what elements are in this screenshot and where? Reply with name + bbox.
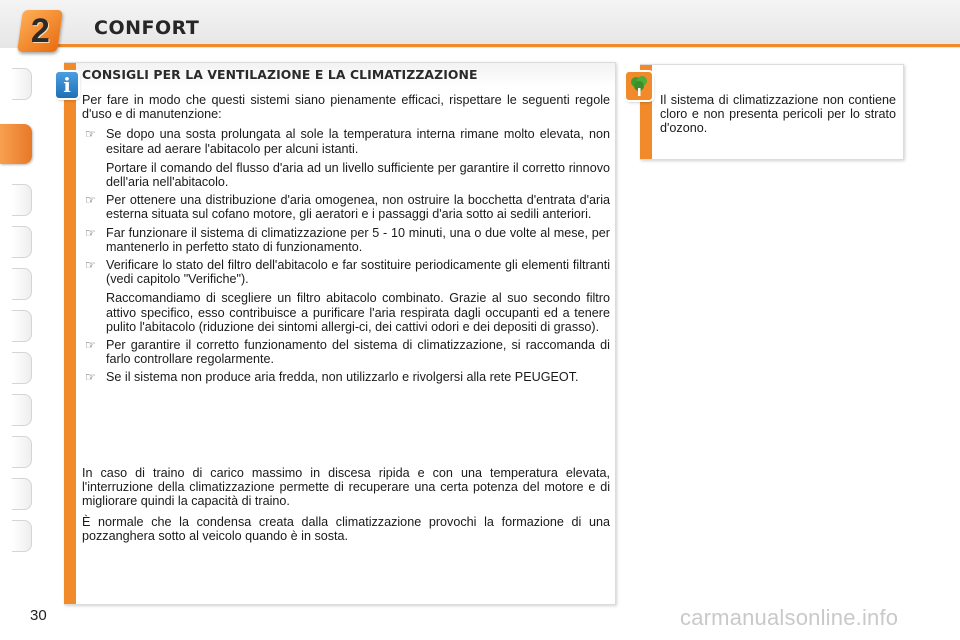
info-icon: i [56, 72, 78, 98]
chapter-tab-4[interactable] [12, 226, 32, 258]
advice-list [82, 127, 610, 384]
chapter-tabs [0, 60, 36, 580]
list-item-note: Raccomandiamo di scegliere un filtro abitacolo combinato. Grazie al suo secondo filtro attivo specifico, esso contribuisce a purificare l'aria respirata dagli occupanti ed a tenere pulito l'abitacolo (riduzione dei sintomi allergi-ci, dei cattivi odori e dei depositi di grasso). [106, 291, 610, 334]
towing-paragraph: In caso di traino di carico massimo in discesa ripida e con una temperatura elevata, l'interruzione della climatizzazione permette di recuperare una certa potenza del motore e di migliorare quindi la capacità di traino. [82, 466, 610, 509]
chapter-tab-5[interactable] [12, 268, 32, 300]
advice-body [82, 93, 610, 389]
chapter-tab-1[interactable] [12, 68, 32, 100]
bottom-notes [82, 466, 610, 549]
pointing-hand-icon: ☞ [85, 370, 96, 385]
pointing-hand-icon: ☞ [85, 258, 96, 273]
chapter-tab-10[interactable] [12, 478, 32, 510]
chapter-badge [17, 10, 63, 52]
list-item [82, 258, 610, 334]
chapter-title: CONFORT [94, 17, 200, 39]
section-title: CONSIGLI PER LA VENTILAZIONE E LA CLIMATIZZAZIONE [82, 67, 478, 82]
watermark: carmanualsonline.info [680, 605, 899, 630]
tree-icon [626, 72, 652, 100]
pointing-hand-icon: ☞ [85, 193, 96, 208]
list-item [82, 226, 610, 254]
page-number: 30 [30, 607, 47, 624]
condensation-paragraph: È normale che la condensa creata dalla climatizzazione provochi la formazione di una pozzanghera sotto al veicolo quando è in sosta. [82, 514, 610, 543]
intro-paragraph: Per fare in modo che questi sistemi siano pienamente efficaci, rispettare le seguenti regole d'uso e di manutenzione: [82, 93, 610, 122]
pointing-hand-icon: ☞ [85, 127, 96, 142]
list-item-text: Verificare lo stato del filtro dell'abitacolo e far sostituire periodicamente gli elementi filtranti (vedi capitolo "Verifiche"). [106, 258, 610, 287]
chapter-tab-6[interactable] [12, 310, 32, 342]
list-item-note: Portare il comando del flusso d'aria ad un livello sufficiente per garantire il corretto rinnovo dell'aria nell'abitacolo. [106, 160, 610, 190]
chapter-tab-3[interactable] [12, 184, 32, 216]
list-item-text: Se dopo una sosta prolungata al sole la temperatura interna rimane molto elevata, non esitare ad aerare l'abitacolo per alcuni istanti. [106, 127, 610, 156]
list-item-text: Se il sistema non produce aria fredda, non utilizzarlo e rivolgersi alla rete PEUGEOT. [106, 370, 579, 385]
chapter-tab-2[interactable] [0, 124, 32, 164]
chapter-tab-8[interactable] [12, 394, 32, 426]
chapter-number: 2 [30, 11, 50, 50]
panel-accent-stripe [64, 63, 76, 604]
list-item-text: Far funzionare il sistema di climatizzazione per 5 - 10 minuti, una o due volte al mese, per mantenerlo in perfetto stato di funzionamento. [106, 225, 610, 254]
pointing-hand-icon: ☞ [85, 225, 96, 240]
eco-note-text: Il sistema di climatizzazione non contiene cloro e non presenta pericoli per lo strato d'ozono. [660, 93, 896, 136]
list-item [82, 127, 610, 189]
list-item-text: Per ottenere una distribuzione d'aria omogenea, non ostruire la bocchetta d'entrata d'aria esterna situata sul cofano motore, gli aeratori e i passaggi d'aria sotto ai sedili anteriori. [106, 193, 610, 222]
pointing-hand-icon: ☞ [85, 338, 96, 353]
chapter-tab-7[interactable] [12, 352, 32, 384]
list-item [82, 193, 610, 221]
list-item [82, 370, 610, 384]
chapter-tab-11[interactable] [12, 520, 32, 552]
chapter-tab-9[interactable] [12, 436, 32, 468]
list-item-text: Per garantire il corretto funzionamento del sistema di climatizzazione, si raccomanda di farlo controllare regolarmente. [106, 338, 610, 367]
list-item [82, 338, 610, 366]
